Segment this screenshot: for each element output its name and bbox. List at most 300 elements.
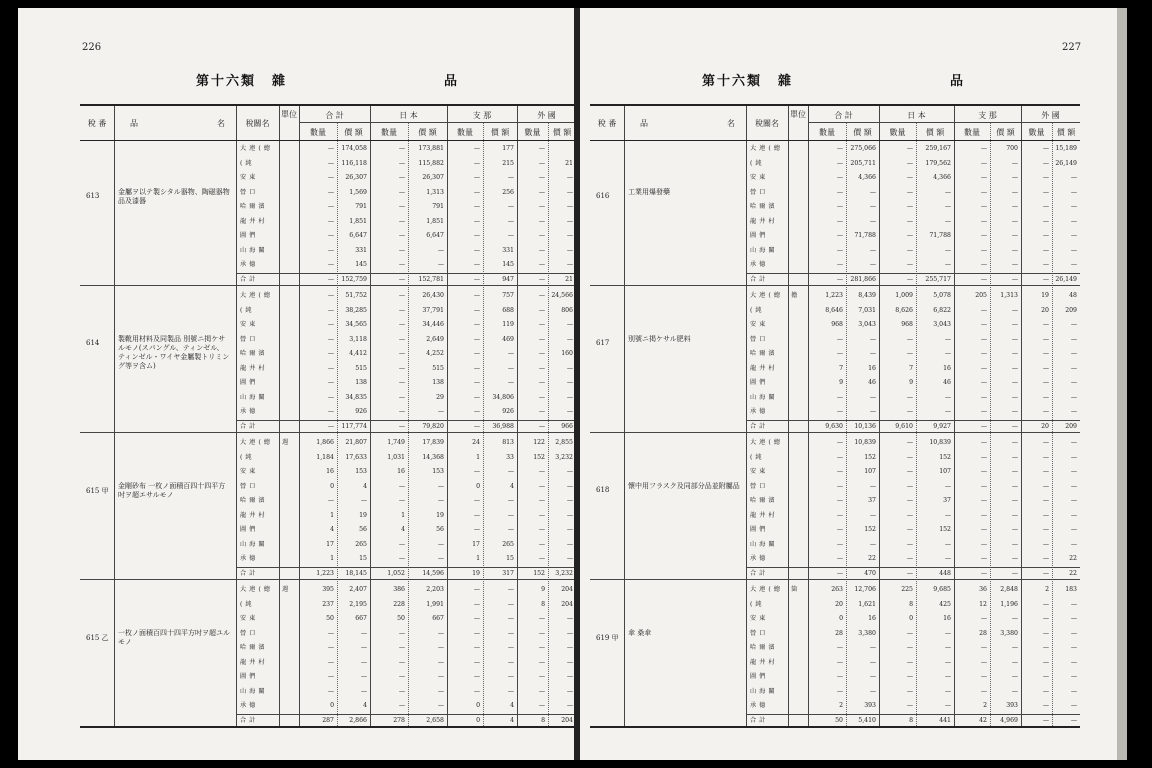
cell-tv: 16	[868, 364, 876, 372]
header-foreign: 外 國	[1041, 111, 1060, 120]
cell-jv: 3,043	[933, 321, 951, 328]
cell-fv: —	[1070, 203, 1077, 210]
header-rule	[299, 122, 574, 123]
table-row	[80, 451, 574, 466]
cell-tv: 791	[355, 203, 367, 210]
cell-fq: —	[1042, 629, 1049, 637]
cell-tv: 3,380	[858, 629, 876, 637]
cell-fq: —	[1042, 540, 1049, 548]
header-quantity: 數量	[310, 128, 326, 137]
cell-tq: —	[327, 292, 334, 299]
cell-fv: —	[1070, 321, 1077, 328]
cell-tv: —	[360, 644, 367, 651]
cell-fq: —	[538, 468, 545, 475]
cell-jq: —	[906, 555, 913, 562]
cell-cv: —	[1011, 335, 1018, 343]
customs-house: 哈爾濱	[240, 644, 268, 651]
table-row	[590, 229, 1080, 244]
cell-jv: —	[944, 203, 951, 210]
cell-tv: —	[360, 497, 367, 504]
cell-jq: —	[906, 702, 913, 709]
cell-jq: —	[906, 159, 913, 167]
cell-tv: 138	[355, 379, 367, 386]
cell-cv: —	[1011, 687, 1018, 695]
cell-cq: —	[473, 526, 480, 533]
cell-cv: 33	[506, 453, 514, 461]
cell-cq: —	[473, 658, 480, 666]
cell-jq: —	[398, 188, 405, 196]
table-row	[590, 333, 1080, 348]
customs-house: 哈爾濱	[750, 350, 778, 357]
cell-jv: 107	[939, 468, 951, 475]
cell-jq: —	[398, 379, 405, 386]
cell-tv: 8,439	[858, 292, 876, 299]
table-row	[590, 200, 1080, 215]
cell-fv: 806	[561, 306, 573, 314]
cell-cq: —	[473, 629, 480, 637]
cell-cq: —	[980, 174, 987, 181]
cell-fq: —	[538, 408, 545, 415]
cell-jv: —	[437, 408, 444, 415]
cell-tv: 19	[359, 511, 367, 519]
cell-jq: 50	[397, 615, 405, 622]
cell-cq: —	[473, 275, 480, 283]
cell-jv: 425	[939, 600, 951, 608]
cell-jv: —	[437, 658, 444, 666]
cell-jv: —	[944, 658, 951, 666]
cell-cv: 36,988	[492, 422, 514, 430]
cell-fv: —	[566, 335, 573, 343]
cell-fv: —	[1070, 615, 1077, 622]
cell-fq: —	[538, 275, 545, 283]
cell-jq: —	[398, 232, 405, 239]
table-row	[590, 171, 1080, 186]
cell-cq: —	[980, 497, 987, 504]
cell-tv: 5,410	[858, 716, 876, 724]
cell-fv: —	[1070, 335, 1077, 343]
cell-tq: —	[327, 321, 334, 328]
table-row	[80, 465, 574, 480]
cell-jq: 1,031	[387, 453, 405, 461]
cell-cq: —	[980, 422, 987, 430]
cell-tv: —	[360, 687, 367, 695]
cell-fq: —	[1042, 217, 1049, 225]
cell-tq: —	[327, 335, 334, 343]
header-value: 價 額	[552, 128, 572, 137]
table-row	[590, 362, 1080, 377]
customs-house: 承德	[240, 408, 259, 415]
cell-tv: 152	[864, 526, 876, 533]
cell-fv: 26,149	[1055, 275, 1077, 283]
cell-fv: —	[1070, 188, 1077, 196]
header-value: 價 額	[925, 128, 945, 137]
cell-cv: 119	[502, 321, 514, 328]
cell-cq: —	[980, 275, 987, 283]
table-row	[80, 656, 574, 671]
cell-fv: —	[1070, 232, 1077, 239]
customs-house: 龍井村	[240, 364, 268, 372]
cell-jv: 4,252	[426, 350, 444, 357]
cell-tv: —	[869, 644, 876, 651]
cell-tv: 331	[355, 246, 367, 254]
cell-cv: —	[1011, 203, 1018, 210]
cell-fq: —	[1042, 468, 1049, 475]
customs-house: 安東	[750, 321, 769, 328]
cell-jv: —	[437, 555, 444, 562]
cell-cv: —	[507, 364, 514, 372]
cell-tq: —	[327, 364, 334, 372]
table-row	[80, 304, 574, 319]
cell-jq: —	[906, 232, 913, 239]
cell-tv: 145	[355, 261, 367, 268]
cell-tv: —	[869, 540, 876, 548]
total-rule	[236, 567, 574, 568]
cell-jv: 10,839	[929, 439, 951, 446]
table-row	[590, 598, 1080, 613]
cell-tq: —	[836, 203, 843, 210]
cell-jq: 8	[909, 716, 913, 724]
cell-tv: 4,366	[858, 174, 876, 181]
cell-cq: —	[980, 615, 987, 622]
tax-number: 615 甲	[86, 487, 109, 495]
cell-fq: 2	[1045, 586, 1049, 593]
customs-house: 安東	[750, 174, 769, 181]
cell-tq: 237	[322, 600, 334, 608]
cell-jv: 37	[943, 497, 951, 504]
cell-jq: —	[398, 555, 405, 562]
table-row	[80, 583, 574, 598]
header-total: 合 計	[834, 111, 853, 120]
cell-cv: —	[507, 615, 514, 622]
cell-fv: —	[566, 644, 573, 651]
cell-jv: —	[437, 644, 444, 651]
cell-tq: —	[327, 408, 334, 415]
customs-house: 合計	[750, 569, 769, 577]
cell-fq: —	[1042, 275, 1049, 283]
cell-jq: 0	[909, 615, 913, 622]
cell-jq: —	[906, 335, 913, 343]
cell-jq: —	[398, 673, 405, 680]
cell-cq: —	[473, 615, 480, 622]
cell-tq: 50	[326, 615, 334, 622]
cell-fv: 204	[561, 716, 573, 724]
cell-jq: —	[398, 321, 405, 328]
table-row	[590, 509, 1080, 524]
cell-cv: 926	[502, 408, 514, 415]
customs-house: 山海關	[750, 246, 778, 254]
cell-cq: 1	[476, 453, 480, 461]
cell-tq: —	[836, 644, 843, 651]
cell-jv: 56	[436, 526, 444, 533]
cell-fv: —	[566, 261, 573, 268]
cell-cq: —	[473, 379, 480, 386]
customs-house: 圖們	[750, 232, 769, 239]
cell-tq: —	[327, 687, 334, 695]
category-label: 第十六類	[196, 74, 257, 89]
cell-jq: —	[398, 174, 405, 181]
customs-house: (純	[750, 600, 765, 608]
table-row	[80, 685, 574, 700]
cell-cv: —	[1011, 188, 1018, 196]
cell-tq: —	[836, 408, 843, 415]
cell-jv: —	[944, 393, 951, 401]
table-row	[590, 436, 1080, 451]
cell-tv: 34,835	[345, 393, 367, 401]
cell-tv: 16	[868, 615, 876, 622]
customs-house: 安東	[240, 468, 259, 475]
group-separator	[80, 579, 574, 580]
customs-house: 承德	[240, 702, 259, 709]
cell-cq: —	[473, 203, 480, 210]
cell-tq: 287	[322, 716, 334, 724]
cell-tv: 153	[355, 468, 367, 475]
cell-cv: 256	[502, 188, 514, 196]
header-unit: 單位	[281, 110, 297, 119]
cell-fv: —	[566, 188, 573, 196]
cell-jq: —	[906, 658, 913, 666]
cell-tv: 38,285	[345, 306, 367, 314]
customs-house: 龍井村	[750, 511, 778, 519]
cell-jv: —	[944, 335, 951, 343]
cell-cq: —	[980, 145, 987, 152]
cell-tq: 8,646	[825, 306, 843, 314]
customs-house: 山海關	[750, 393, 778, 401]
cell-fv: —	[566, 174, 573, 181]
cell-jq: —	[906, 275, 913, 283]
cell-tq: 0	[839, 615, 843, 622]
cell-tv: 22	[868, 555, 876, 562]
cell-cq: —	[473, 644, 480, 651]
group-separator	[80, 285, 574, 286]
cell-tv: 12,706	[854, 586, 876, 593]
cell-fq: —	[538, 350, 545, 357]
cell-fq: —	[1042, 188, 1049, 196]
cell-cq: 42	[979, 716, 987, 724]
cell-fq: —	[538, 174, 545, 181]
cell-fq: —	[538, 540, 545, 548]
cell-fv: —	[566, 540, 573, 548]
cell-jv: —	[437, 673, 444, 680]
customs-house: 承德	[750, 408, 769, 415]
customs-house: (純	[240, 306, 255, 314]
category-label: 第十六類	[702, 74, 763, 89]
cell-fq: 8	[541, 716, 545, 724]
header-japan: 日 本	[907, 111, 926, 120]
cell-cv: —	[1011, 350, 1018, 357]
cell-tq: 50	[835, 716, 843, 724]
cell-cq: —	[980, 687, 987, 695]
cell-tv: 18,145	[345, 569, 367, 577]
cell-fv: —	[1070, 497, 1077, 504]
header-item-name-2: 名	[217, 119, 225, 128]
total-rule	[746, 273, 1080, 274]
cell-fq: —	[1042, 439, 1049, 446]
cell-jv: 259,167	[925, 145, 951, 152]
cell-jq: —	[398, 540, 405, 548]
cell-tq: 9	[839, 379, 843, 386]
cell-fq: —	[538, 422, 545, 430]
item-name: 傘 桑傘	[628, 629, 652, 637]
table-row	[590, 304, 1080, 319]
cell-tv: 4	[363, 702, 367, 709]
cell-tv: 2,866	[349, 716, 367, 724]
cell-cv: —	[1011, 468, 1018, 475]
customs-house: 哈爾濱	[750, 644, 778, 651]
cell-tv: 116,118	[341, 159, 367, 167]
cell-tq: 1	[330, 555, 334, 562]
cell-fv: 24,566	[551, 292, 573, 299]
cell-fq: —	[538, 615, 545, 622]
customs-house: 安東	[240, 174, 259, 181]
customs-house: 營口	[750, 629, 769, 637]
cell-jv: —	[944, 629, 951, 637]
table-row	[590, 451, 1080, 466]
cell-tv: —	[869, 203, 876, 210]
cell-jq: 9,610	[895, 422, 913, 430]
cell-cv: 34,806	[492, 393, 514, 401]
cell-tq: —	[836, 687, 843, 695]
cell-tq: —	[836, 393, 843, 401]
cell-cq: —	[473, 261, 480, 268]
cell-cq: —	[473, 497, 480, 504]
cell-cv: —	[1011, 364, 1018, 372]
cell-jv: 179,562	[925, 159, 951, 167]
cell-jv: —	[437, 497, 444, 504]
cell-cq: 24	[472, 439, 480, 446]
cell-jv: 152	[939, 526, 951, 533]
cell-cv: —	[507, 217, 514, 225]
cell-cv: —	[1011, 540, 1018, 548]
cell-cv: —	[1011, 569, 1018, 577]
cell-cq: 1	[476, 555, 480, 562]
table-row	[80, 215, 574, 230]
cell-jq: 1	[401, 511, 405, 519]
table-row	[80, 699, 574, 714]
table-row	[80, 641, 574, 656]
table-row	[590, 523, 1080, 538]
cell-cq: —	[473, 687, 480, 695]
cell-tv: 667	[355, 615, 367, 622]
cell-cq: —	[980, 364, 987, 372]
cell-cv: —	[1011, 658, 1018, 666]
cell-cv: 317	[502, 569, 514, 577]
cell-fv: —	[1070, 629, 1077, 637]
cell-cq: —	[980, 246, 987, 254]
cell-cq: —	[473, 422, 480, 430]
cell-fv: —	[566, 321, 573, 328]
cell-cv: 4	[510, 482, 514, 490]
cell-cq: —	[980, 350, 987, 357]
cell-cq: —	[473, 246, 480, 254]
customs-house: 龍井村	[750, 364, 778, 372]
cell-fq: —	[538, 482, 545, 490]
customs-house: (純	[750, 306, 765, 314]
cell-fq: —	[1042, 321, 1049, 328]
header-japan: 日 本	[399, 111, 418, 120]
tax-number: 616	[596, 192, 610, 200]
table-row	[590, 376, 1080, 391]
cell-cv: —	[1011, 261, 1018, 268]
total-rule	[746, 420, 1080, 421]
cell-cv: 2,848	[1000, 586, 1018, 593]
cell-tv: 51,752	[345, 292, 367, 299]
cell-jq: 225	[901, 586, 913, 593]
cell-fq: —	[1042, 615, 1049, 622]
customs-house: 哈爾濱	[240, 497, 268, 504]
cell-tv: —	[869, 261, 876, 268]
cell-tq: —	[836, 174, 843, 181]
cell-tv: 152,759	[341, 275, 367, 283]
customs-house: 山海關	[240, 246, 268, 254]
cell-cq: —	[473, 188, 480, 196]
cell-cv: —	[1011, 511, 1018, 519]
cell-tq: 7	[839, 364, 843, 372]
cell-jv: 1,851	[426, 217, 444, 225]
header-tax-number: 稅 番	[87, 119, 107, 128]
cell-tq: —	[327, 261, 334, 268]
cell-tq: 4	[330, 526, 334, 533]
total-row	[590, 714, 1080, 729]
trade-table	[80, 104, 574, 728]
cell-tq: 1,184	[316, 453, 334, 461]
cell-cv: 947	[502, 275, 514, 283]
cell-fq: —	[538, 658, 545, 666]
cell-jv: 34,446	[422, 321, 444, 328]
cell-jv: —	[944, 246, 951, 254]
cell-tq: —	[327, 393, 334, 401]
cell-cq: —	[473, 335, 480, 343]
cell-cv: —	[507, 629, 514, 637]
cell-fv: —	[566, 673, 573, 680]
cell-jv: 16	[943, 364, 951, 372]
cell-jq: —	[398, 644, 405, 651]
cell-fq: —	[1042, 453, 1049, 461]
cell-cv: 757	[502, 292, 514, 299]
table-row	[590, 258, 1080, 273]
cell-tv: 34,565	[345, 321, 367, 328]
customs-house: 山海關	[750, 540, 778, 548]
cell-jv: 6,647	[426, 232, 444, 239]
tax-number: 614	[86, 339, 100, 347]
cell-jq: —	[398, 159, 405, 167]
cell-tv: 2,195	[349, 600, 367, 608]
cell-fq: —	[538, 145, 545, 152]
cell-jv: 26,430	[422, 292, 444, 299]
cell-tv: 71,788	[854, 232, 876, 239]
item-name: 懷中用フラスク及同部分品並附屬品	[628, 482, 740, 490]
cell-cv: —	[1011, 673, 1018, 680]
customs-house: 大連(總	[750, 586, 783, 593]
cell-tv: —	[360, 658, 367, 666]
table-row	[590, 552, 1080, 567]
cell-cv: 3,380	[1000, 629, 1018, 637]
table-row	[80, 289, 574, 304]
table-row	[80, 480, 574, 495]
cell-jq: —	[906, 145, 913, 152]
cell-cq: —	[980, 439, 987, 446]
cell-fv: —	[1070, 658, 1077, 666]
customs-house: 龍井村	[750, 217, 778, 225]
cell-tq: 20	[835, 600, 843, 608]
cell-fv: —	[1070, 393, 1077, 401]
cell-fq: —	[538, 335, 545, 343]
table-row	[590, 627, 1080, 642]
cell-cv: 688	[502, 306, 514, 314]
cell-jq: —	[398, 658, 405, 666]
cell-jq: —	[398, 275, 405, 283]
table-row	[80, 142, 574, 157]
table-row	[80, 552, 574, 567]
